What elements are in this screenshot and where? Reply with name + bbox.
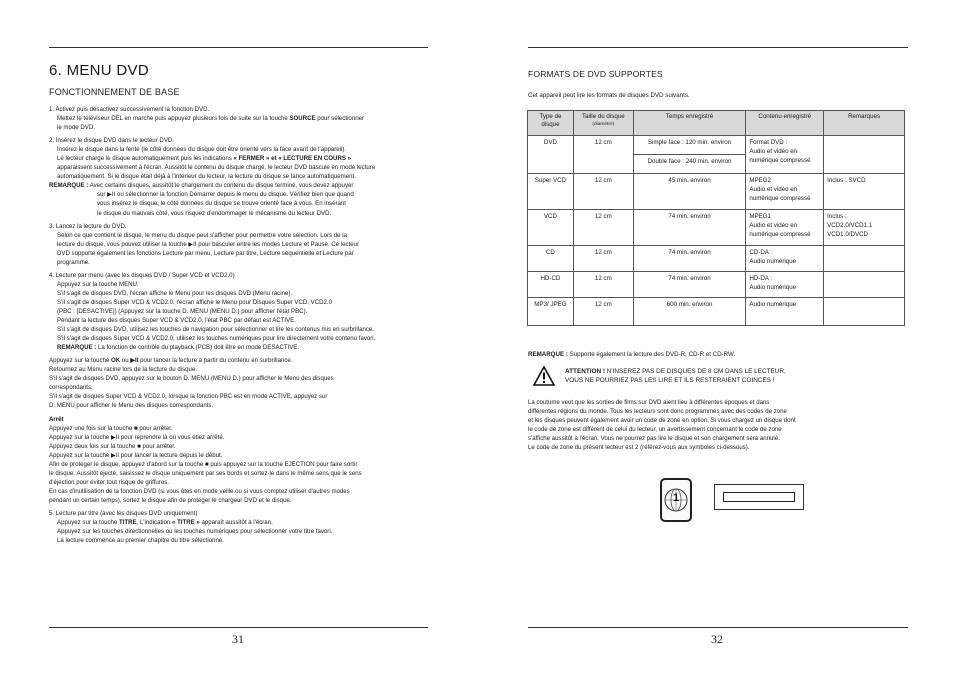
blank-box xyxy=(714,484,804,510)
header-type: Type de disque xyxy=(528,111,574,136)
stop-line: Appuyez sur la touche ▶II pour lancer la lecture depuis le début. xyxy=(49,451,223,459)
cell-size: 12 cm xyxy=(573,272,633,298)
paragraph-line: le code de zone est différent de celui du lecteur, un avertissement concernant le code de zone xyxy=(528,426,782,434)
paragraph-line: Le code de zone du présent lecteur est 2 (référez-vous aux symboles ci-dessous). xyxy=(528,444,750,452)
region-paragraph xyxy=(528,398,796,452)
stop-line: Afin de protéger le disque, appuyez d'abord sur la touche ■ puis appuyez sur la touche EJECTION pour faire sortir xyxy=(49,460,358,468)
paragraph-line: s'affiche aussitôt à l'écran. Vous ne pourrez pas lire le disque et son chargement sera annulé. xyxy=(528,435,780,443)
cell-size: 12 cm xyxy=(573,298,633,326)
header-time: Temps enregistré xyxy=(633,111,746,136)
cell-time: Simple face : 120 min. environ xyxy=(633,136,746,155)
top-rule xyxy=(49,47,428,48)
stop-heading: Arrêt xyxy=(49,415,64,423)
cell-size: 12 cm xyxy=(573,210,633,246)
step-5-line: Appuyez sur les touches directionnelles ou les touches numériques pour sélectionner votre titre favori. xyxy=(57,528,333,536)
stop-line: le disque. Aussitôt éjecté, saisissez le disque uniquement par ses bords et sortez-le dans le même sens que le sens xyxy=(49,469,362,477)
step-4-line: Appuyez sur la touche MENU. xyxy=(57,280,139,288)
table-row xyxy=(528,298,905,326)
paragraph-line: La coutume veut que les sorties de films sur DVD aient lieu à différentes époques et dans xyxy=(528,399,770,406)
cell-time: 74 min. environ xyxy=(633,210,746,246)
cell-content: MPEG2 Audio et vidéo en numérique compressé xyxy=(746,174,824,210)
step-3-line: Selon ce que contient le disque, le menu du disque peut s'afficher pour permettre votre sélection. Lors de la xyxy=(57,231,348,239)
step-5-line: La lecture commence au premier chapitre du titre sélectionné. xyxy=(57,537,224,545)
step-4-line: Pendant la lecture des disques Super VCD & VCD2.0, l'état PBC par défaut est ACTIVE. xyxy=(57,317,296,325)
stop-line: Appuyez deux fois sur la touche ■ pour arrêter. xyxy=(49,442,176,450)
table-row xyxy=(528,246,905,272)
cell-type: CD xyxy=(528,246,574,272)
cell-type: Super VCD xyxy=(528,174,574,210)
cell-remark: Inclus : VCD2.0/VCD1.1 VCD1.0/DVCD xyxy=(824,210,905,246)
remark-line: REMARQUE : Avec certains disques, aussitôt le chargement du contenu du disque terminé, vous devez appuyer xyxy=(49,182,354,190)
step-4-line: S'il s'agit de disques Super VCD & VCD2.0, l'écran affiche le Menu pour Disques Super VCD, VCD2.0 xyxy=(57,298,333,306)
region-code-symbol xyxy=(660,478,692,522)
section-title: FORMATS DE DVD SUPPORTES xyxy=(528,69,663,79)
stop-line: d'éjection pour éviter tout risque de griffures. xyxy=(49,478,169,486)
blank-box-inner xyxy=(723,492,795,502)
page-title: 6. MENU DVD xyxy=(49,62,149,79)
step-4-line: S'il s'agit de disques DVD, utilisez les touches de navigation pour sélectionner et lire les contenus mis en surbrillance. xyxy=(57,326,374,334)
page-number: 31 xyxy=(232,632,244,646)
cell-type: MP3/ JPEG xyxy=(528,298,574,326)
step-4-heading: 4. Lecture par menu (avec les disques DVD / Super VCD et VCD2.0) xyxy=(49,271,235,279)
cell-time: 74 min. environ xyxy=(633,246,746,272)
cell-remark xyxy=(824,272,905,298)
stop-line: En cas d'inutilisation de la fonction DVD (si vous êtes en mode veille ou si vous comptez utiliser d'autres modes xyxy=(49,487,350,495)
cell-content: MPEG1 Audio et vidéo en numérique compressé xyxy=(746,210,824,246)
step-4-line: (PBC : [DESACTIVE]) (Appuyez sur la touche D. MENU (MENU D.) pour afficher l'état PBC). xyxy=(57,307,308,315)
cell-content: CD-DA : Audio numérique xyxy=(746,246,824,272)
cell-size: 12 cm xyxy=(573,246,633,272)
step-1-line: Mettez le téléviseur DEL en marche puis appuyez plusieurs fois de suite sur la touche SOURCE pour sélectionner xyxy=(57,115,365,123)
cell-time: Double face : 240 min. environ xyxy=(633,155,746,174)
ok-line: correspondants. xyxy=(49,384,93,392)
cell-time: 45 min. environ xyxy=(633,174,746,210)
attention-text: ATTENTION ! N'INSEREZ PAS DE DISQUES DE 8 CM DANS LE LECTEUR, VOUS NE POURRIEZ PAS LES LIRE ET ILS RESTERAIENT COINCES ! xyxy=(565,368,786,384)
step-4-line: S'il s'agit de disques Super VCD & VCD2.0, utilisez les touches numériques pour lire directement votre contenu favori. xyxy=(57,335,376,343)
bottom-rule xyxy=(49,627,428,628)
remark-line: vous insérez le disque, le côté données du disque se trouve orienté face à vous. En insérant xyxy=(97,200,346,208)
right-page xyxy=(477,0,954,674)
cell-remark: Inclus : SVCD xyxy=(824,174,905,210)
cell-remark xyxy=(824,298,905,326)
cell-type: HD-CD xyxy=(528,272,574,298)
cell-size: 12 cm xyxy=(573,174,633,210)
ok-line: S'il s'agit de disques Super VCD & VCD2.0, lorsque la fonction PBC est en mode ACTIVE, appuyez sur xyxy=(49,393,328,401)
step-1-heading: 1. Activez puis désactivez successivement la fonction DVD. xyxy=(49,106,210,113)
cell-type: DVD xyxy=(528,136,574,174)
table-row xyxy=(528,174,905,210)
region-number: 1 xyxy=(672,492,680,504)
step-4-remark: REMARQUE : La fonction de contrôle du playback (PCB) doit être en mode DESACTIVE. xyxy=(57,344,300,352)
ok-line: Appuyez sur la touche OK ou ▶II pour lancer la lecture à partir du contenu en surbrillance. xyxy=(49,357,293,365)
step-5-heading: 5. Lecture par titre (avec les disques DVD uniquement) xyxy=(49,509,198,517)
top-rule xyxy=(528,47,908,48)
paragraph-line: et les disques peuvent également avoir un code de zone en option. Si vous chargez un disque dont xyxy=(528,417,796,425)
step-3-line: lecture du disque, vous pouvez utiliser la touche ▶II pour basculer entre les modes Lecture et Pause. Ce lecteur xyxy=(57,240,360,248)
cell-remark xyxy=(824,246,905,272)
warning-triangle-icon xyxy=(533,366,555,386)
formats-table xyxy=(527,110,905,326)
stop-line: pendant un certain temps), sortez le disque afin de protéger le chargeur DVD et le disque. xyxy=(49,496,292,504)
intro-text: Cet appareil peut lire les formats de disques DVD suivants. xyxy=(528,92,690,99)
page-number: 32 xyxy=(711,632,723,646)
header-size: Taille du disque (diamètre) xyxy=(573,111,633,136)
step-1-line: le mode DVD. xyxy=(57,124,95,132)
cell-type: VCD xyxy=(528,210,574,246)
step-3-line: DVD supporte également les fonctions Lecture par menu, Lecture par titre, Lecture séquentielle et Lecture par xyxy=(57,249,354,257)
step-2-line: automatiquement. Si le disque était déjà à l'intérieur du lecteur, la lecture du disque se lance automatiquement. xyxy=(57,173,356,181)
table-header-row xyxy=(528,111,905,136)
step-4-line: S'il s'agit de disques DVD, l'écran affiche le Menu pour les disques DVD (Menu racine). xyxy=(57,289,293,297)
step-3-line: programme. xyxy=(57,258,90,266)
section-subtitle: FONCTIONNEMENT DE BASE xyxy=(49,87,180,97)
step-2-line: Le lecteur charge le disque automatiquement puis les indications « FERMER » et « LECTURE EN COURS » xyxy=(57,155,351,163)
cell-remark xyxy=(824,136,905,174)
table-row xyxy=(528,210,905,246)
step-2-line: apparaissent successivement à l'écran. Aussitôt le contenu du disque chargé, le lecteur DVD bascule en mode lecture xyxy=(57,164,376,172)
step-2-heading: 2. Insérez le disque DVD dans le lecteur DVD. xyxy=(49,137,174,145)
step-5-line: Appuyez sur la touche TITRE. L'indication « TITRE » apparaît aussitôt à l'écran. xyxy=(57,519,273,527)
table-row xyxy=(528,136,905,155)
supports-remark: REMARQUE : Supporte également la lecture des DVD-R, CD-R et CD-RW. xyxy=(528,351,736,358)
stop-line: Appuyez sur la touche ▶II pour reprendre là où vous étiez arrêté. xyxy=(49,433,225,441)
cell-content: Format DVD : Audio et vidéo en numérique compressé xyxy=(746,136,824,174)
cell-size: 12 cm xyxy=(573,136,633,174)
ok-line: Retournez au Menu racine lors de la lecture du disque. xyxy=(49,366,198,374)
remark-line: le disque du mauvais côté, vous risquez d'endommager le mécanisme du lecteur DVD. xyxy=(97,209,332,217)
ok-line: D. MENU pour afficher le Menu des disques correspondants. xyxy=(49,402,214,410)
step-2-line: Insérez le disque dans la fente (le côté données du disque doit être orienté vers la face avant de l'appareil). xyxy=(57,146,347,154)
header-remarks: Remarques xyxy=(824,111,905,136)
instructions-text xyxy=(49,105,429,545)
remark-line: sur ▶II ou sélectionner la fonction Démarrer depuis le menu du disque. Vérifiez bien que quand xyxy=(97,191,354,199)
cell-content: HD-DA : Audio numérique xyxy=(746,272,824,298)
paragraph-line: différentes régions du monde. Tous les lecteurs sont donc programmés avec des codes de zone xyxy=(528,408,787,416)
stop-line: Appuyez une fois sur la touche ■ pour arrêter. xyxy=(49,424,173,432)
bottom-rule xyxy=(528,627,908,628)
ok-line: S'il s'agit de disques DVD, appuyez sur le bouton D. MENU (MENU D.) pour afficher le Menu des disques xyxy=(49,375,334,383)
cell-time: 74 min. environ xyxy=(633,272,746,298)
cell-time: 600 min. environ xyxy=(633,298,746,326)
table-row xyxy=(528,272,905,298)
header-content: Contenu enregistré xyxy=(746,111,824,136)
cell-content: Audio numérique xyxy=(746,298,824,326)
step-3-heading: 3. Lancez la lecture du DVD. xyxy=(49,222,127,230)
